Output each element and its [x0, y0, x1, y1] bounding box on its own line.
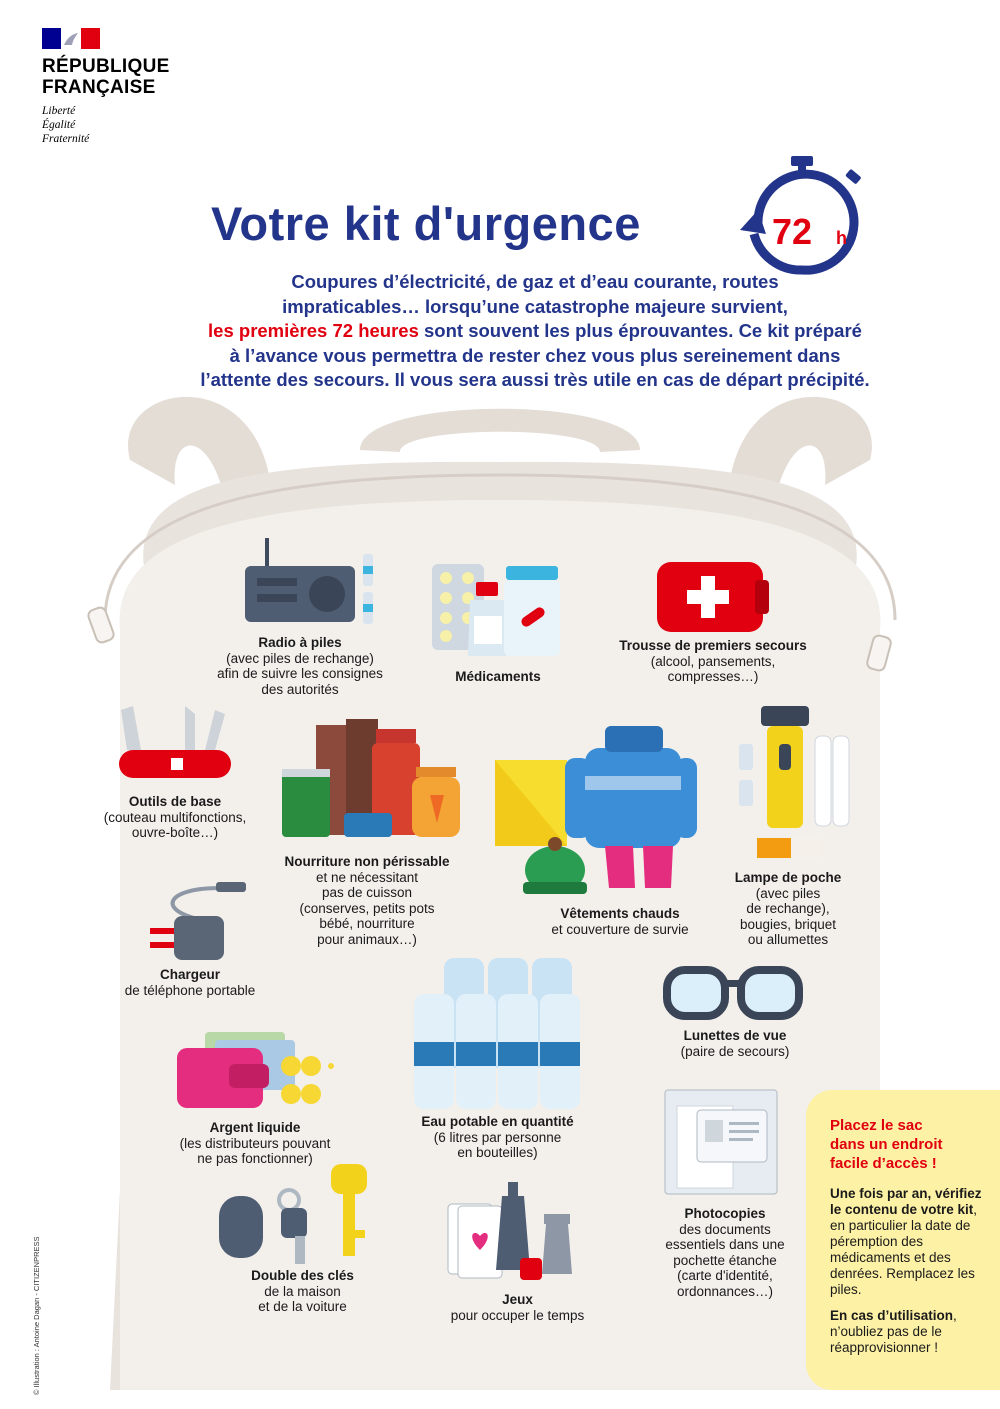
food-icon	[280, 715, 465, 840]
first-aid-kit-icon	[655, 560, 773, 638]
note-body: Une fois par an, vérifiez le contenu de votre kit, en particulier la date de péremption des médicaments et des denrées. Remplacez les piles. En cas d’utilisation, n’oubliez pas de le réapprovisionner !	[830, 1186, 982, 1355]
illustration-credit: © Illustration : Antoine Dagan - CITIZENPRESS	[32, 1236, 41, 1395]
french-flag-logo	[42, 28, 100, 49]
phone-charger-icon	[148, 878, 250, 963]
item-tools: Outils de base (couteau multifonctions, ouvre-boîte…)	[103, 794, 247, 840]
documents-icon	[663, 1088, 781, 1196]
keys-icon	[215, 1160, 375, 1268]
item-charger: Chargeur de téléphone portable	[124, 967, 256, 998]
badge-number: 72	[772, 211, 813, 252]
cash-icon	[175, 1030, 335, 1112]
item-first-aid: Trousse de premiers secours (alcool, pansements, compresses…)	[619, 638, 807, 684]
water-bottles-icon	[412, 956, 584, 1111]
item-food: Nourriture non périssable et ne nécessitant pas de cuisson (conserves, petits pots bébé, nourriture pour animaux…)	[284, 854, 450, 947]
republique-francaise-name: RÉPUBLIQUE FRANÇAISE	[42, 56, 170, 98]
item-glasses: Lunettes de vue (paire de secours)	[680, 1028, 790, 1059]
warm-clothes-icon	[493, 720, 698, 895]
medicine-icon	[430, 560, 562, 660]
republic-motto: Liberté Égalité Fraternité	[42, 105, 90, 145]
multitool-icon	[115, 700, 240, 785]
radio-icon	[243, 538, 383, 630]
item-games: Jeux pour occuper le temps	[450, 1292, 585, 1323]
glasses-icon	[663, 962, 803, 1022]
item-cash: Argent liquide (les distributeurs pouvant ne pas fonctionner)	[179, 1120, 331, 1166]
games-icon	[446, 1178, 578, 1286]
item-clothes: Vêtements chauds et couverture de survie	[551, 906, 689, 937]
item-keys: Double des clés de la maison et de la voiture	[251, 1268, 354, 1314]
note-heading: Placez le sac dans un endroit facile d’accès !	[830, 1117, 943, 1172]
badge-unit: h	[836, 228, 847, 248]
item-water: Eau potable en quantité (6 litres par personne en bouteilles)	[421, 1114, 574, 1160]
item-documents: Photocopies des documents essentiels dans une pochette étanche (carte d'identité, ordonnances…)	[665, 1206, 785, 1299]
item-flashlight: Lampe de poche (avec piles de rechange), bougies, briquet ou allumettes	[734, 870, 842, 947]
page-title: Votre kit d'urgence	[211, 197, 641, 250]
intro-paragraph: Coupures d’électricité, de gaz et d’eau courante, routes impraticables… lorsqu’une catastrophe majeure survient, les premières 72 heures sont souvent les plus éprouvantes. Ce kit préparé à l’avance vous permettra de rester chez vous plus sereinement dans l’attente des secours. Il vous sera aussi très utile en cas de départ précipité.	[200, 271, 870, 390]
item-medicaments: Médicaments	[455, 669, 541, 684]
flashlight-icon	[735, 704, 853, 864]
item-radio: Radio à piles (avec piles de rechange) afin de suivre les consignes des autorités	[217, 635, 383, 697]
